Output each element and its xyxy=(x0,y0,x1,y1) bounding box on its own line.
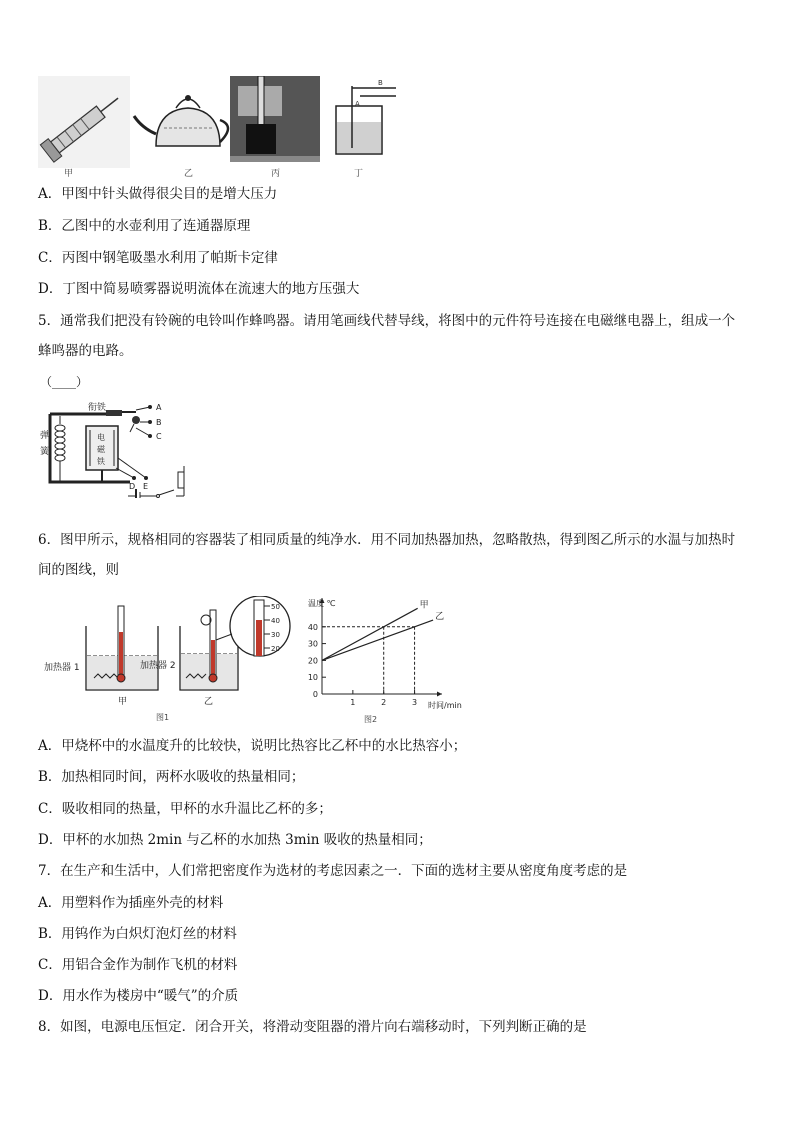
svg-text:B: B xyxy=(378,79,383,87)
fig-label-jia: 甲 xyxy=(64,169,74,179)
x-tick-label: 3 xyxy=(412,698,418,707)
q4-option-d: D．丁图中简易喷雾器说明流体在流速大的地方压强大 xyxy=(38,281,360,297)
q4-figure xyxy=(38,76,400,180)
heater2-label: 加热器 2 xyxy=(140,661,176,671)
q8-stem: 8．如图，电源电压恒定．闭合开关，将滑动变阻器的滑片向右端移动时，下列判断正确的是 xyxy=(38,1019,587,1035)
q6-option-b: B．加热相同时间，两杯水吸收的热量相同； xyxy=(38,769,305,785)
relay-circuit-figure xyxy=(38,398,198,498)
fig-label-yi: 乙 xyxy=(184,169,194,179)
fig2-caption: 图2 xyxy=(364,715,378,724)
q6-stem-line1: 6．图甲所示，规格相同的容器装了相同质量的纯净水．用不同加热器加热，忽略散热，得到图乙所示的水温与加热时 xyxy=(38,532,736,548)
q6-option-c: C．吸收相同的热量，甲杯的水升温比乙杯的多； xyxy=(38,801,332,817)
pen-ink-image xyxy=(230,76,320,162)
spring-label-2: 簧 xyxy=(40,447,50,457)
terminal-c-label: C xyxy=(156,432,162,441)
q6-stem-line2: 间的图线，则 xyxy=(38,562,119,578)
x-axis-label: 时间/min xyxy=(428,701,462,710)
series-line-jia xyxy=(322,608,418,660)
series-line-yi xyxy=(322,620,433,660)
spring-label-1: 弹 xyxy=(40,431,50,441)
y-axis-label: 温度 ℃ xyxy=(308,599,336,608)
cup-yi-label: 乙 xyxy=(204,697,214,707)
y-tick-label: 0 xyxy=(312,690,318,699)
fig-label-ding: 丁 xyxy=(354,169,364,179)
terminal-d-label: D xyxy=(129,482,136,491)
electromagnet-label-3: 铁 xyxy=(97,457,105,466)
q7-option-a: A．用塑料作为插座外壳的材料 xyxy=(38,895,224,911)
series-label: 乙 xyxy=(435,612,445,623)
x-tick-label: 1 xyxy=(350,698,356,707)
thermometer-magnifier xyxy=(216,596,290,656)
series-label: 甲 xyxy=(419,600,429,611)
q5-stem-line1: 5．通常我们把没有铃碗的电铃叫作蜂鸣器。请用笔画线代替导线，将图中的元件符号连接在电磁继电器上，组成一个 xyxy=(38,313,736,329)
armature-label: 衔铁 xyxy=(88,403,107,413)
terminal-b-label: B xyxy=(156,418,162,427)
thermo-tick-40: 40 xyxy=(271,617,280,625)
thermo-tick-20: 20 xyxy=(271,645,280,653)
q7-option-b: B．用钨作为白炽灯泡灯丝的材料 xyxy=(38,926,237,942)
sprayer-image xyxy=(336,79,396,154)
beaker-jia xyxy=(86,606,158,690)
beakers-figure xyxy=(40,596,300,726)
svg-text:A: A xyxy=(355,100,360,108)
q7-option-c: C．用铝合金作为制作飞机的材料 xyxy=(38,957,238,973)
kettle-image xyxy=(134,95,228,146)
q6-option-d: D．甲杯的水加热 2min 与乙杯的水加热 3min 吸收的热量相同； xyxy=(38,832,432,848)
x-axis-arrow xyxy=(437,692,442,697)
y-tick-label: 40 xyxy=(307,622,318,632)
q7-stem: 7．在生产和生活中，人们常把密度作为选材的考虑因素之一．下面的选材主要从密度角度考虑的是 xyxy=(38,863,628,879)
spring-coil xyxy=(55,416,65,481)
temperature-time-chart xyxy=(282,590,472,726)
beaker-yi xyxy=(180,610,238,690)
electromagnet-label-1: 电 xyxy=(97,433,105,442)
thermo-tick-50: 50 xyxy=(271,603,280,611)
q4-option-c: C．丙图中钢笔吸墨水利用了帕斯卡定律 xyxy=(38,250,278,266)
q4-option-a: A．甲图中针头做得很尖目的是增大压力 xyxy=(38,186,278,202)
electromagnet-label-2: 磁 xyxy=(97,445,105,454)
syringe-image xyxy=(38,76,130,168)
q5-stem-line2: 蜂鸣器的电路。 xyxy=(38,343,133,359)
terminal-a-label: A xyxy=(156,403,162,412)
cup-jia-label: 甲 xyxy=(118,697,128,707)
q5-answer-blank: （____） xyxy=(40,375,89,389)
q6-option-a: A．甲烧杯中的水温度升的比较快，说明比热容比乙杯中的水比热容小； xyxy=(38,738,467,754)
y-tick-label: 20 xyxy=(307,656,318,666)
fig1-caption: 图1 xyxy=(156,713,170,722)
y-tick-label: 30 xyxy=(307,639,318,649)
thermo-tick-30: 30 xyxy=(271,631,280,639)
q4-option-b: B．乙图中的水壶利用了连通器原理 xyxy=(38,218,251,234)
q7-option-d: D．用水作为楼房中“暖气”的介质 xyxy=(38,988,239,1004)
fig-label-bing: 丙 xyxy=(271,169,281,179)
terminal-e-label: E xyxy=(143,482,149,491)
y-tick-label: 10 xyxy=(307,673,318,683)
heater1-label: 加热器 1 xyxy=(44,663,80,673)
x-tick-label: 2 xyxy=(381,698,387,707)
